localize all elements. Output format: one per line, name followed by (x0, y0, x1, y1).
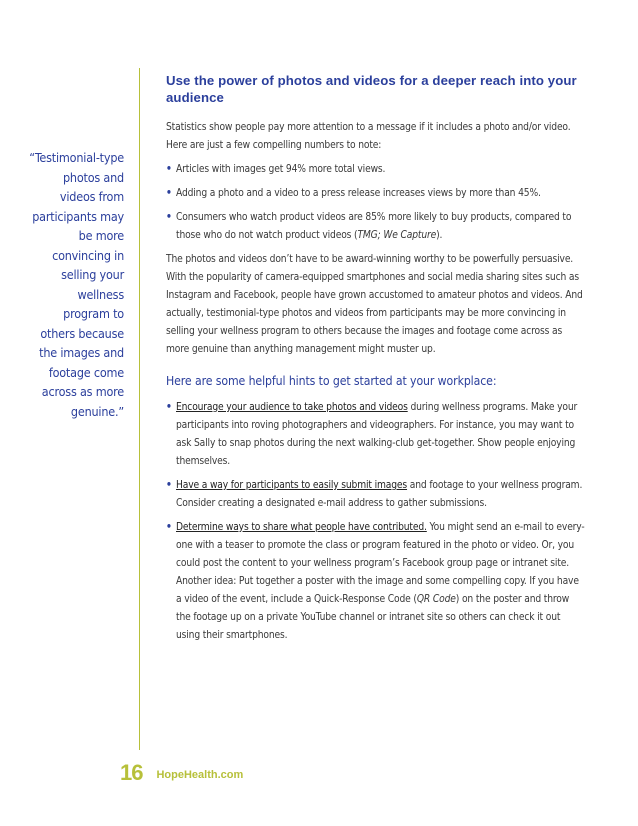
stat-text-end: ). (436, 230, 443, 241)
hint-item (166, 399, 586, 471)
hint-lead: Determine ways to share what people have contributed. (176, 522, 427, 533)
page-number: 16 (120, 760, 143, 785)
stat-item (166, 161, 586, 179)
stat-item (166, 185, 586, 203)
site-link[interactable]: HopeHealth.com (156, 768, 244, 781)
stat-text: Consumers who watch product videos are 85% more likely to buy products, compared to those who do not watch product videos ( (176, 212, 572, 241)
bullet-icon: • (166, 188, 172, 199)
main-content (166, 72, 586, 651)
hint-lead: Encourage your audience to take photos and videos (176, 402, 408, 413)
bullet-icon: • (166, 480, 172, 491)
section1-paragraph2: The photos and videos don’t have to be award-winning worthy to be powerfully persuasive. With the popularity of camera-equipped smartphones and social media sharing sites such as Instagram and Facebook, people have grown accustomed to amateur photos and videos. And actually, testimonial-type photos and videos from participants may be more convincing in selling your wellness program to others because the images and footage come across as more genuine than anything management might muster up. (166, 254, 583, 355)
hints-list (166, 399, 586, 645)
section2-heading: Here are some helpful hints to get started at your workplace: (166, 374, 497, 388)
bullet-icon: • (166, 402, 172, 413)
hint-text: and footage to your wellness program. Consider creating a designated e-mail address to gather submissions. (176, 480, 583, 509)
stat-citation: TMG; We Capture (357, 230, 437, 241)
bullet-icon: • (166, 522, 172, 533)
hint-text-end: ) on the poster and throw the footage up on a private YouTube channel or intranet site so others can check it out using their smartphones. (176, 594, 570, 641)
section1-intro: Statistics show people pay more attention to a message if it includes a photo and/or video. Here are just a few compelling numbers to note: (166, 122, 571, 151)
bullet-icon: • (166, 212, 172, 223)
column-divider (139, 68, 140, 750)
pull-quote: “Testimonial-type photos and videos from participants may be more convincing in selling your wellness program to others because the images and footage come across as more genuine.” (29, 150, 124, 419)
hint-item (166, 477, 586, 513)
stats-list (166, 161, 586, 245)
bullet-icon: • (166, 164, 172, 175)
stat-item (166, 209, 586, 245)
stat-text: Articles with images get 94% more total views. (176, 164, 386, 175)
stat-text: Adding a photo and a video to a press release increases views by more than 45%. (176, 188, 541, 199)
hint-text: during wellness programs. Make your participants into roving photographers and videographers. For instance, you may want to ask Sally to snap photos during the next walking-club get-together. Show people enjoying themselves. (176, 402, 578, 467)
hint-lead: Have a way for participants to easily submit images (176, 480, 408, 491)
section1-heading: Use the power of photos and videos for a deeper reach into your audience (166, 73, 577, 105)
hint-text: You might send an e-mail to every-one with a teaser to promote the class or program featured in the photo or video. Or, you could post the content to your wellness program’s Facebook group page or intranet site. Another idea: Put together a poster with the image and some compelling copy. If you have a video of the event, include a Quick-Response Code ( (176, 522, 585, 605)
page-footer (120, 760, 243, 786)
hint-item (166, 519, 586, 645)
qr-code-label: QR Code (416, 594, 456, 605)
